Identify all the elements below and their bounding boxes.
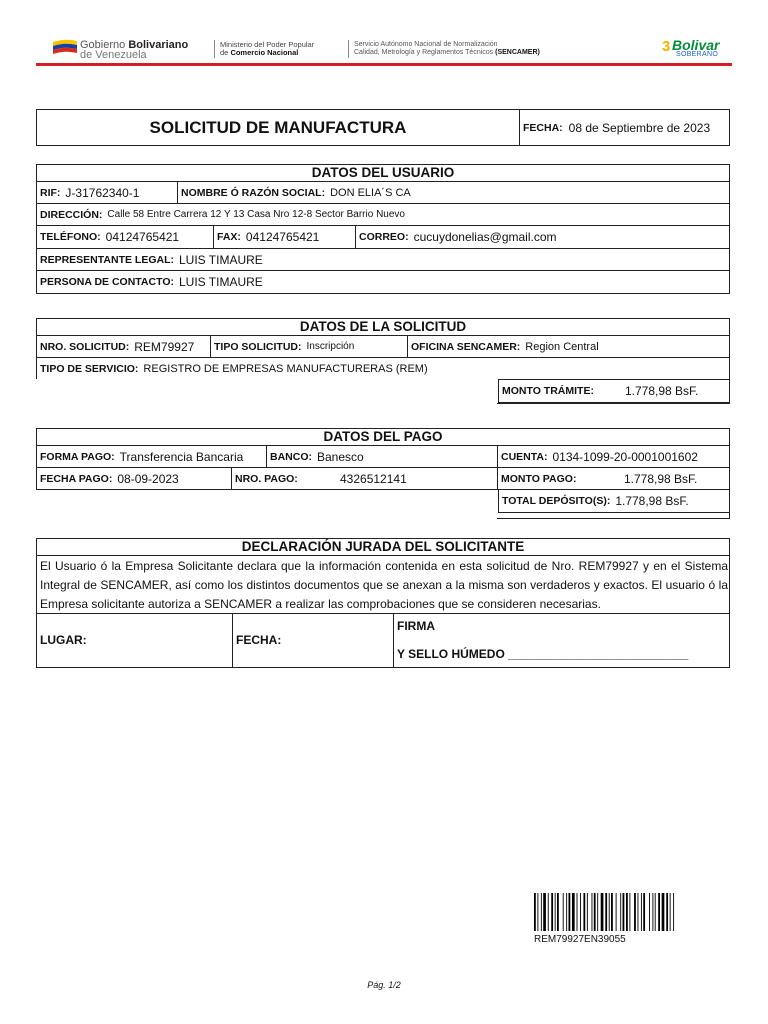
- col-divider: [232, 613, 233, 667]
- sello-label: Y SELLO HÚMEDO ___________________________: [397, 647, 689, 661]
- nro-solicitud-cell: NRO. SOLICITUD: REM79927: [37, 336, 211, 358]
- user-data-section: [36, 164, 730, 294]
- firma-label: FIRMA: [397, 619, 435, 633]
- sencamer-logo: Servicio Autónomo Nacional de Normalización Calidad, Metrología y Reglamentos Técnicos (SENCAMER): [354, 41, 540, 56]
- section-title: DATOS DE LA SOLICITUD: [37, 319, 729, 336]
- table-border: [729, 490, 730, 519]
- fecha-pago-cell: FECHA PAGO: 08-09-2023: [37, 468, 232, 490]
- representante-cell: REPRESENTANTE LEGAL: LUIS TIMAURE: [37, 249, 729, 271]
- correo-cell: CORREO: cucuydonelias@gmail.com: [356, 226, 729, 249]
- oficina-cell: OFICINA SENCAMER: Region Central: [408, 336, 729, 358]
- venezuela-flag-icon: [52, 38, 78, 54]
- fecha-label: FECHA:: [236, 633, 282, 647]
- tipo-servicio-cell: TIPO DE SERVICIO: REGISTRO DE EMPRESAS MANUFACTURERAS (REM): [37, 358, 729, 380]
- title-box: [36, 109, 730, 146]
- tipo-solicitud-cell: TIPO SOLICITUD: Inscripción: [211, 336, 408, 358]
- nro-pago-cell: NRO. PAGO: 4326512141: [232, 468, 498, 490]
- total-deposito-cell: TOTAL DEPÓSITO(S): 1.778,98 BsF.: [498, 490, 729, 513]
- row-divider: [37, 613, 729, 614]
- ministry-logo: Ministerio del Poder Popular de Comercio Nacional: [220, 40, 315, 57]
- document-title: SOLICITUD DE MANUFACTURA: [37, 110, 520, 145]
- fax-cell: FAX: 04124765421: [214, 226, 356, 249]
- section-title: DATOS DEL PAGO: [37, 429, 729, 446]
- table-border: [497, 403, 730, 404]
- col-divider: [393, 613, 394, 667]
- page-header: [36, 30, 732, 64]
- page-number: Pág. 1/2: [367, 980, 401, 990]
- forma-pago-cell: FORMA PAGO: Transferencia Bancaria: [37, 446, 267, 468]
- monto-tramite-cell: MONTO TRÁMITE: 1.778,98 BsF.: [498, 380, 729, 403]
- razon-social-cell: NOMBRE Ó RAZÓN SOCIAL: DON ELIA´S CA: [178, 182, 729, 204]
- section-title: DECLARACIÓN JURADA DEL SOLICITANTE: [37, 539, 729, 556]
- header-red-line: [36, 63, 732, 66]
- section-title: DATOS DEL USUARIO: [37, 165, 729, 182]
- header-divider: [214, 40, 215, 58]
- gobierno-bolivariano-logo: Gobierno Bolivariano de Venezuela: [80, 39, 189, 61]
- blank-area: [36, 490, 498, 520]
- table-border: [729, 379, 730, 404]
- cuenta-cell: CUENTA: 0134-1099-20-0001001602: [498, 446, 729, 468]
- declaration-text: El Usuario ó la Empresa Solicitante declara que la información contenida en esta solicitud de Nro. REM79927 y en el Sistema Integral de SENCAMER, así como los distintos documentos que se anexan a la misma son verdaderos y exactos. El usuario ó la Empresa solicitante autoriza a SENCAMER a realizar las comprobaciones que se consideren necesarias.: [40, 559, 728, 611]
- contacto-cell: PERSONA DE CONTACTO: LUIS TIMAURE: [40, 275, 263, 289]
- rif-cell: RIF: J-31762340-1: [37, 182, 178, 204]
- table-border: [497, 518, 730, 519]
- barcode-text: REM79927EN39055: [534, 934, 626, 945]
- direccion-cell: DIRECCIÓN: Calle 58 Entre Carrera 12 Y 13 Casa Nro 12-8 Sector Barrio Nuevo: [37, 204, 729, 226]
- spacer: [36, 379, 37, 380]
- banco-cell: BANCO: Banesco: [267, 446, 498, 468]
- telefono-cell: TELÉFONO: 04124765421: [37, 226, 214, 249]
- lugar-label: LUGAR:: [40, 633, 87, 647]
- header-divider: [348, 40, 349, 58]
- barcode-image: [534, 893, 714, 931]
- declaration-section: [36, 538, 730, 668]
- monto-pago-cell: MONTO PAGO: 1.778,98 BsF.: [498, 468, 729, 490]
- blank-area: [36, 379, 498, 404]
- bolivar-soberano-logo: 3 Bolivar SOBERANO: [662, 37, 720, 58]
- document-date: FECHA: 08 de Septiembre de 2023: [523, 120, 711, 135]
